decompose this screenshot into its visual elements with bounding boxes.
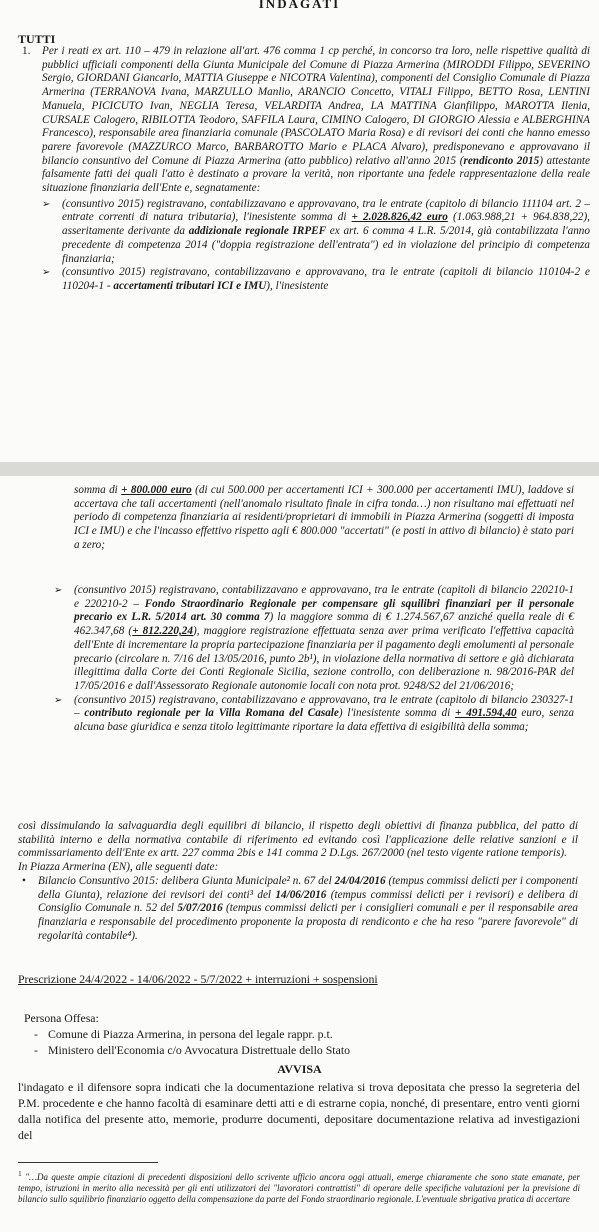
list-item: - Comune di Piazza Armerina, in persona del legale rappr. p.t. xyxy=(34,1027,333,1041)
bullets-page-2 xyxy=(54,584,574,735)
persona-offesa-label: Persona Offesa: xyxy=(24,1011,99,1025)
tutti-heading: TUTTI xyxy=(18,32,56,46)
bullet-ici-imu: ➢ (consuntivo 2015) registravano, contabilizzavano e approvavano, tra le entrate (capitoli di bilancio 110104-2 e 110204-1 - accertamenti tributari ICI e IMU), l'inesistente xyxy=(42,266,590,292)
bullet-ici-imu-continued: somma di + 800.000 euro (di cui 500.000 per accertamenti ICI + 300.000 per accertamenti IMU), laddove si accertava che tali accertamenti (nell'anomalo risultato finale in cifra tonda…) non risultano mai effettuati nel periodo di competenza finanziaria ai residenti/proprietari di immobili in Piazza Armerina (soggetti di imposta ICI e IMU) e che l'incasso effettivo rispetto agli € 800.000 "accertati" (e posti in attivo di bilancio) è stato pari a zero; xyxy=(74,484,574,551)
document-page-2 xyxy=(0,476,599,1232)
charge-item-1 xyxy=(22,45,590,294)
avvisa-heading: AVVISA xyxy=(277,1062,322,1076)
arrow-bullet-icon: ➢ xyxy=(42,267,51,279)
section-title: INDAGATI xyxy=(258,0,341,11)
bullet-fondo-straordinario: ➢ (consuntivo 2015) registravano, contabilizzavano e approvavano, tra le entrate (capitoli di bilancio 220210-1 e 220210-2 – Fondo Straordinario Regionale per compensare gli squilibri finanziari per il personale precario ex L.R. 5/2014 art. 30 comma 7) la maggiore somma di € 1.274.567,67 anziché quella reale di € 462.347,68 (+ 812.220,24), maggiore registrazione effettuata senza aver prima verificato l'effettiva capacità dell'Ente di incrementare la propria partecipazione finanziaria per il pagamento degli emolumenti al personale precario (circolare n. 7/16 del 13/05/2016, punto 2b¹), in violazione della normativa di settore e già dichiarata illegittima dalla Corte dei Conti Regionale Sicilia, sezione controllo, con deliberazione n. 98/2016-PAR del 17/05/2016 e dall'Assessorato Regionale autonomie locali con nota prot. 9248/S2 del 21/06/2016; xyxy=(54,584,574,692)
arrow-bullet-icon: ➢ xyxy=(54,694,63,706)
prescrizione-line: Prescrizione 24/4/2022 - 14/06/2022 - 5/7/2022 + interruzioni + sospensioni xyxy=(18,972,378,986)
footnote: $^1$ "…Da queste ampie citazioni di precedenti disposizioni dello scrivente ufficio ancora oggi attuali, emerge chiaramente che sono state emanate, per tempo, istruzioni in merito alla necessità per gli enti utilizzatori dei "lavoratori contrattisti" di operare delle specifiche valutazioni per la previsione di bilancio sullo squilibrio finanziario oggetto della compensazione da parte del Fondo straordinario regionale. L'eventuale sbrigativa pratica di accertare xyxy=(18,1169,581,1204)
item-text: Per i reati ex art. 110 – 479 in relazione all'art. 476 comma 1 cp perché, in concorso tra loro, nelle rispettive qualità di pubblici ufficiali componenti della Giunta Municipale del Comune di Piazza Armerina (MIRODDI Filippo, SEVERINO Sergio, GIORDANI Giancarlo, MATTIA Giuseppe e NICOTRA Valentina), componenti del Consiglio Comunale di Piazza Armerina (TERRANOVA Ivana, MARZULLO Manlio, ARANCIO Concetto, VITALI Filippo, BETTO Rosa, LENTINI Manuela, PICICUTO Ivan, NEGLIA Teresa, VELARDITA Andrea, LA MATTINA Gianfilippo, MAROTTA Ilenia, CURSALE Calogero, RIBILOTTA Teodoro, SAFFILA Laura, CIMINO Calogero, DI GIORGIO Alessia e ALBERGHINA Francesco), responsabile area finanziaria comunale (PASCOLATO Maria Rosa) e di revisori dei conti che hanno emesso parere favorevole (MAZZURCO Marco, BARBAROTTO Mario e PLACA Alvaro), predisponevano e approvavano il bilancio consuntivo del Comune di Piazza Armerina (atto pubblico) relativo all'anno 2015 (rendiconto 2015) attestante falsamente fatti dei quali l'atto è destinato a provare la verità, non riportante una fedele rappresentazione della reale situazione finanziaria dell'Ente e, segnatamente: xyxy=(42,45,591,195)
persona-offesa-block xyxy=(24,1010,574,1058)
place-line: In Piazza Armerina (EN), alle seguenti date: xyxy=(18,861,219,874)
page-separator xyxy=(0,462,599,476)
avvisa-paragraph: l'indagato e il difensore sopra indicati che la documentazione relativa si trova depositata che presso la segreteria del P.M. procedente e che hanno facoltà di esaminare detti atti e di estrarne copia, nonché, di presentare, entro venti giorni dalla notifica del presente atto, memorie, produrre documenti, depositare documentazione relativa ad investigazioni del xyxy=(18,1080,580,1142)
bullet-irpef: ➢ (consuntivo 2015) registravano, contabilizzavano e approvavano, tra le entrate (capitolo di bilancio 111104 art. 2 – entrate correnti di natura tributaria), l'inesistente somma di + 2.028.826,42 euro (1.063.988,21 + 964.838,22), asseritamente derivante da addizionale regionale IRPEF ex art. 6 comma 4 L.R. 5/2014, già contabilizzata l'anno precedente di competenza 2014 ("doppia registrazione dell'entrata") ed in violazione del principio di competenza finanziaria; xyxy=(42,197,590,265)
dot-bullet-icon: • xyxy=(22,874,26,887)
footnote-divider xyxy=(18,1162,158,1163)
item-number: 1. xyxy=(22,45,31,57)
list-item: - Ministero dell'Economia c/o Avvocatura Distrettuale dello Stato xyxy=(34,1043,350,1057)
closing-paragraph: così dissimulando la salvaguardia degli equilibri di bilancio, il rispetto degli obiettivi di finanza pubblica, del patto di stabilità interno e della normativa contabile di riferimento ed evitando così l'applicazione delle relative sanzioni e il commissariamento dell'Ente ex artt. 227 comma 2bis e 141 comma 2 D.Lgs. 267/2000 (nel testo vigente ratione temporis). In Piazza Armerina (EN), alle seguenti date: • Bilancio Consuntivo 2015: delibera Giunta Municipale² n. 67 del 24/04/2016 (tempus commissi delicti per i componenti della Giunta), relazione dei revisori dei conti³ del 14/06/2016 (tempus commissi delicti per i revisori) e delibera di Consiglio Comunale n. 52 del 5/07/2016 (tempus commissi delicti per i consiglieri comunali e per il responsabile area finanziaria e responsabile del procedimento proponente la proposta di rendiconto e che ha reso "parere favorevole" di regolarità contabile⁴). xyxy=(18,820,578,942)
dates-bullet: • Bilancio Consuntivo 2015: delibera Giunta Municipale² n. 67 del 24/04/2016 (tempus commissi delicti per i componenti della Giunta), relazione dei revisori dei conti³ del 14/06/2016 (tempus commissi delicti per i revisori) e delibera di Consiglio Comunale n. 52 del 5/07/2016 (tempus commissi delicti per i consiglieri comunali e per il responsabile area finanziaria e responsabile del procedimento proponente la proposta di rendiconto e che ha reso "parere favorevole" di regolarità contabile⁴). xyxy=(22,874,578,942)
bullet-villa-romana: ➢ (consuntivo 2015) registravano, contabilizzavano e approvavano, tra le entrate (capitolo di bilancio 230327-1 – contributo regionale per la Villa Romana del Casale) l'inesistente somma di + 491.594,40 euro, senza alcuna base giuridica e senza titolo legittimante riportare la data effettiva di esigibilità della somma; xyxy=(54,693,574,734)
document-page-1 xyxy=(0,0,599,462)
arrow-bullet-icon: ➢ xyxy=(42,198,51,210)
arrow-bullet-icon: ➢ xyxy=(54,585,63,596)
